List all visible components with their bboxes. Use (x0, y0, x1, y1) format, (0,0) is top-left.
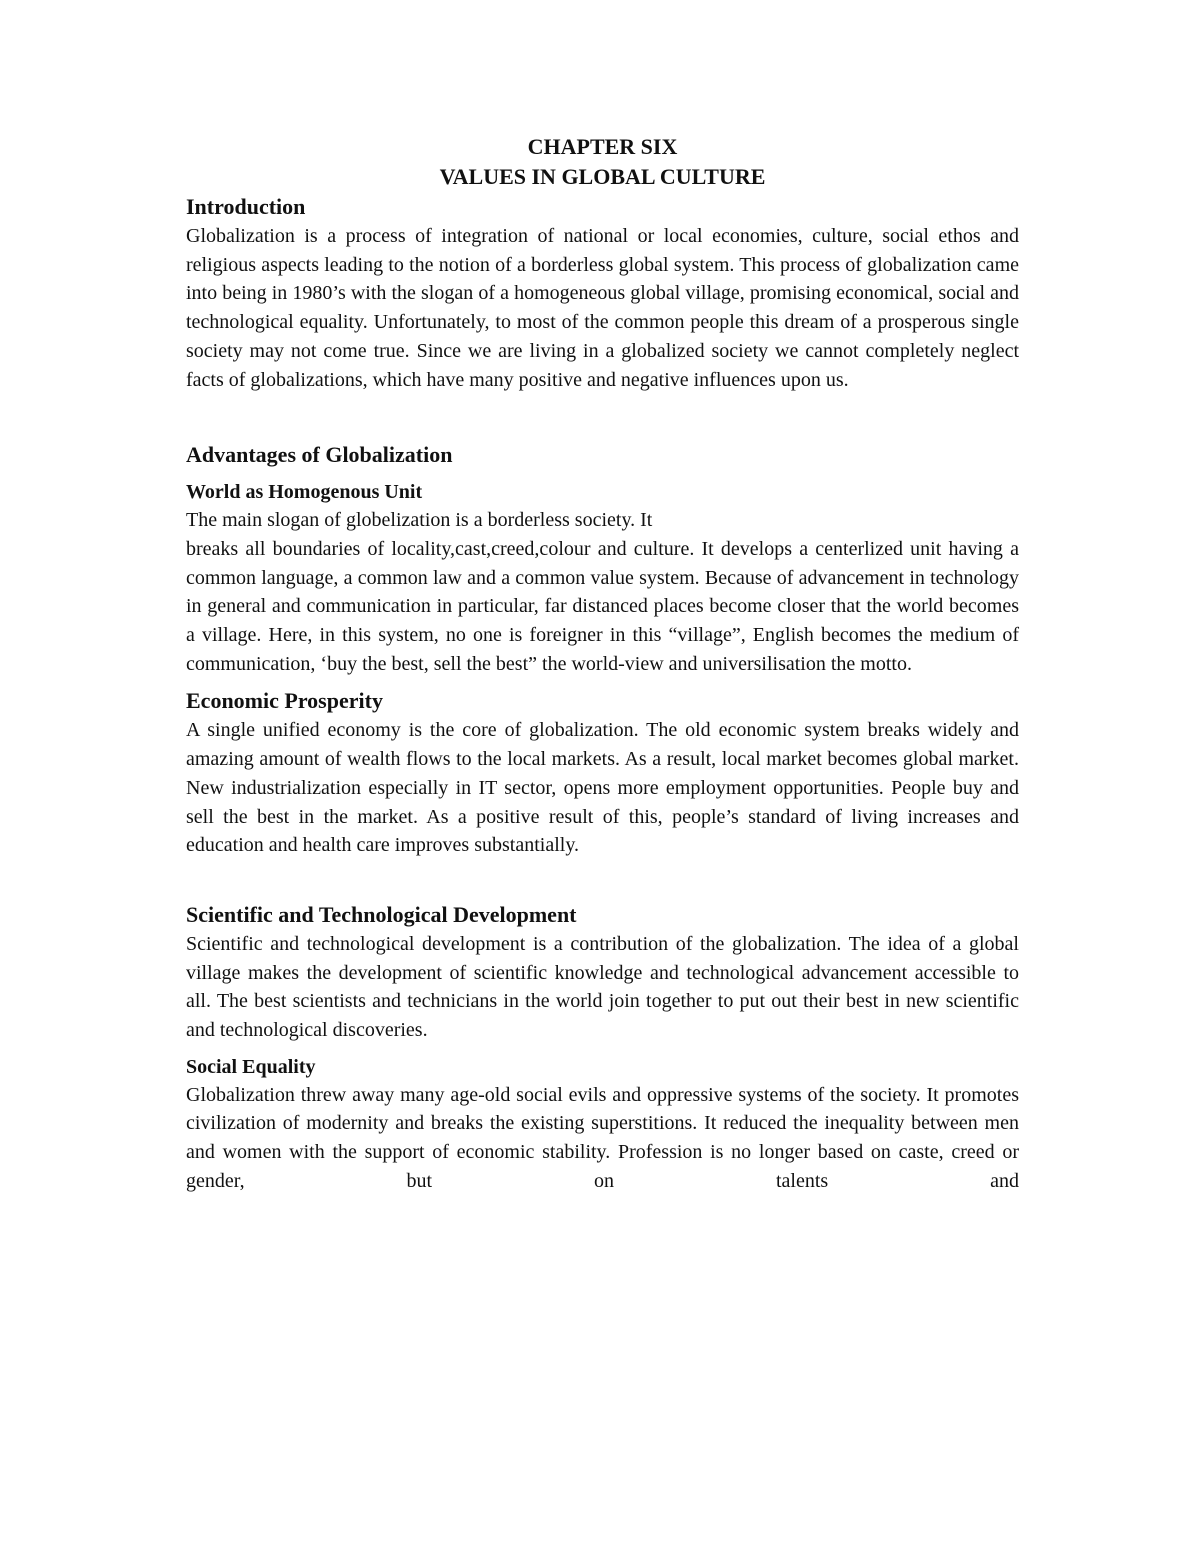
subsection-first-line-homogenous-unit: The main slogan of globelization is a borderless society. It (186, 509, 653, 532)
section-heading-introduction: Introduction (186, 194, 306, 219)
subsection-heading-scientific-development: Scientific and Technological Development (186, 901, 577, 927)
section-text-introduction: Globalization is a process of integration of national or local economies, culture, social ethos and religious aspects leading to the notion of a borderless global system. This process of globalization came into being in 1980’s with the slogan of a homogeneous global village, promising economical, social and technological equality. Unfortunately, to most of the common people this dream of a prosperous single society may not come true. Since we are living in a globalized society we cannot completely neglect facts of globalizations, which have many positive and negative influences upon us. (186, 225, 1019, 391)
document-page (186, 132, 1019, 1196)
subsection-heading-social-equality: Social Equality (186, 1055, 316, 1078)
subsection-heading-economic-prosperity: Economic Prosperity (186, 688, 383, 714)
chapter-title: VALUES IN GLOBAL CULTURE (439, 164, 766, 189)
subsection-text-scientific-development: Scientific and technological development is a contribution of the globalization. The idea of a global village makes the development of scientific knowledge and technological advancement accessible to all. The best scientists and technicians in the world join together to put out their best in new scientific and technological discoveries. (186, 932, 1019, 1042)
subsection-text-economic-prosperity: A single unified economy is the core of globalization. The old economic system breaks widely and amazing amount of wealth flows to the local markets. As a result, local market becomes global market. New industrialization especially in IT sector, opens more employment opportunities. People buy and sell the best in the market. As a positive result of this, people’s standard of living increases and education and health care improves substantially. (186, 719, 1019, 857)
subsection-heading-homogenous-unit: World as Homogenous Unit (186, 481, 423, 504)
chapter-label: CHAPTER SIX (527, 134, 678, 159)
subsection-text-homogenous-unit: breaks all boundaries of locality,cast,creed,colour and culture. It develops a centerlized unit having a common language, a common law and a common value system. Because of advancement in technology in general and communication in particular, far distanced places become closer that the world becomes a village. Here, in this system, no one is foreigner in this “village”, English becomes the medium of communication, ‘buy the best, sell the best” the world-view and universilisation the motto. (186, 537, 1019, 675)
subsection-text-social-equality: Globalization threw away many age-old social evils and oppressive systems of the society. It promotes civilization of modernity and breaks the existing superstitions. It reduced the inequality between men and women with the support of economic stability. Profession is no longer based on caste, creed or gender, but on talents and (186, 1083, 1019, 1192)
section-heading-advantages: Advantages of Globalization (186, 442, 453, 468)
